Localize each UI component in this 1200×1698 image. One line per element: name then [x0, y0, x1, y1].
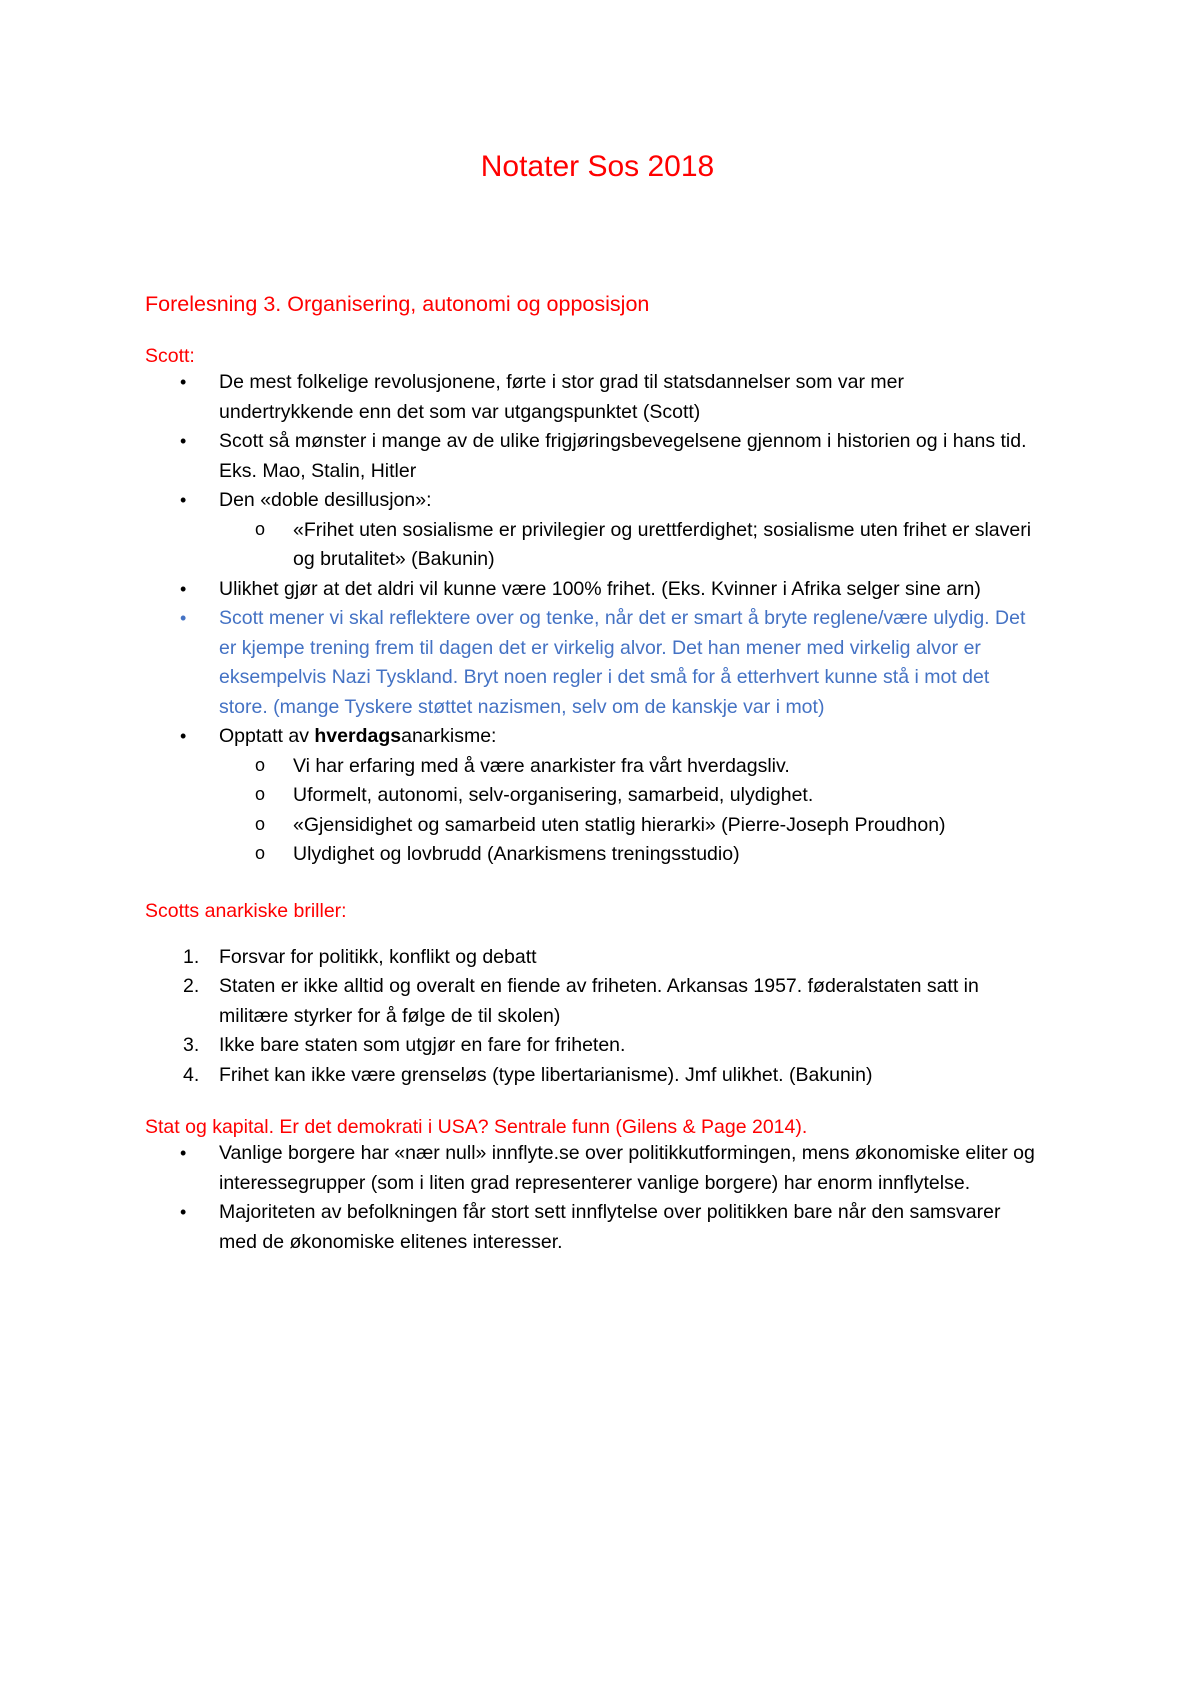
list-item: • Vanlige borgere har «nær null» innflyte.se over politikkutformingen, mens økonomiske eliter og interessegrupper (som i liten grad representerer vanlige borgere) har enorm innflytelse.	[145, 1139, 1040, 1198]
numbered-item	[145, 1031, 1040, 1061]
hverdag-bold: hverdags	[314, 725, 402, 747]
numbered-item-text: Frihet kan ikke være grenseløs (type libertarianisme). Jmf ulikhet. (Bakunin)	[219, 1063, 873, 1086]
hverdag-suffix: anarkisme:	[401, 725, 497, 747]
sub-list-item: o «Frihet uten sosialisme er privilegier og urettferdighet; sosialisme uten frihet er slaveri og brutalitet» (Bakunin)	[219, 516, 1040, 575]
numbered-item-text: Staten er ikke alltid og overalt en fiende av friheten. Arkansas 1957. føderalstaten satt in militære styrker for å følge de til skolen)	[219, 975, 979, 1027]
document-title: Notater Sos 2018	[480, 150, 715, 183]
numbered-item	[145, 1061, 1040, 1091]
hverdag-prefix: Opptatt av	[219, 725, 315, 747]
numbered-item-text: Ikke bare staten som utgjør en fare for friheten.	[219, 1034, 626, 1056]
lecture-heading: Forelesning 3. Organisering, autonomi og opposisjon	[145, 292, 650, 316]
list-item-text: Den «doble desillusjon»:	[219, 489, 432, 511]
sub-list-item: o Vi har erfaring med å være anarkister fra vårt hverdagsliv.	[219, 752, 1040, 782]
numbered-item	[145, 972, 1040, 1031]
list-item-highlighted: • Scott mener vi skal reflektere over og tenke, når det er smart å bryte reglene/være ulydig. Det er kjempe trening frem til dagen det er virkelig alvor. Det han mener med virkelig alvor er eksempelvis Nazi Tyskland. Bryt noen regler i det små for å etterhvert kunne stå i mot det store. (mange Tyskere støttet nazismen, selv om de kanskje var i mot)	[145, 604, 1040, 722]
list-item	[145, 486, 1040, 575]
list-item: • De mest folkelige revolusjonene, førte i stor grad til statsdannelser som var mer undertrykkende enn det som var utgangspunktet (Scott)	[145, 368, 1040, 427]
sub-list-item: o «Gjensidighet og samarbeid uten statlig hierarki» (Pierre-Joseph Proudhon)	[219, 811, 1040, 841]
list-item: • Ulikhet gjør at det aldri vil kunne være 100% frihet. (Eks. Kvinner i Afrika selger sine arn)	[145, 575, 1040, 605]
hverdag-sub-list	[219, 752, 1040, 870]
kapital-heading: Stat og kapital. Er det demokrati i USA? Sentrale funn (Gilens & Page 2014).	[145, 1116, 808, 1138]
scott-heading: Scott:	[145, 345, 195, 367]
list-item: • Majoriteten av befolkningen får stort sett innflytelse over politikken bare når den samsvarer med de økonomiske elitenes interesser.	[145, 1198, 1040, 1257]
briller-numbered-list	[145, 943, 1040, 1091]
list-item	[145, 722, 1040, 870]
sub-list-item: o Ulydighet og lovbrudd (Anarkismens treningsstudio)	[219, 840, 1040, 870]
desillusjon-sub-list	[219, 516, 1040, 575]
briller-heading: Scotts anarkiske briller:	[145, 899, 347, 922]
numbered-item	[145, 943, 1040, 973]
kapital-bullet-list	[145, 1139, 1040, 1257]
numbered-item-text: Forsvar for politikk, konflikt og debatt	[219, 945, 537, 968]
scott-bullet-list	[145, 368, 1040, 870]
sub-list-item: o Uformelt, autonomi, selv-organisering, samarbeid, ulydighet.	[219, 781, 1040, 811]
list-item: • Scott så mønster i mange av de ulike frigjøringsbevegelsene gjennom i historien og i hans tid. Eks. Mao, Stalin, Hitler	[145, 427, 1040, 486]
